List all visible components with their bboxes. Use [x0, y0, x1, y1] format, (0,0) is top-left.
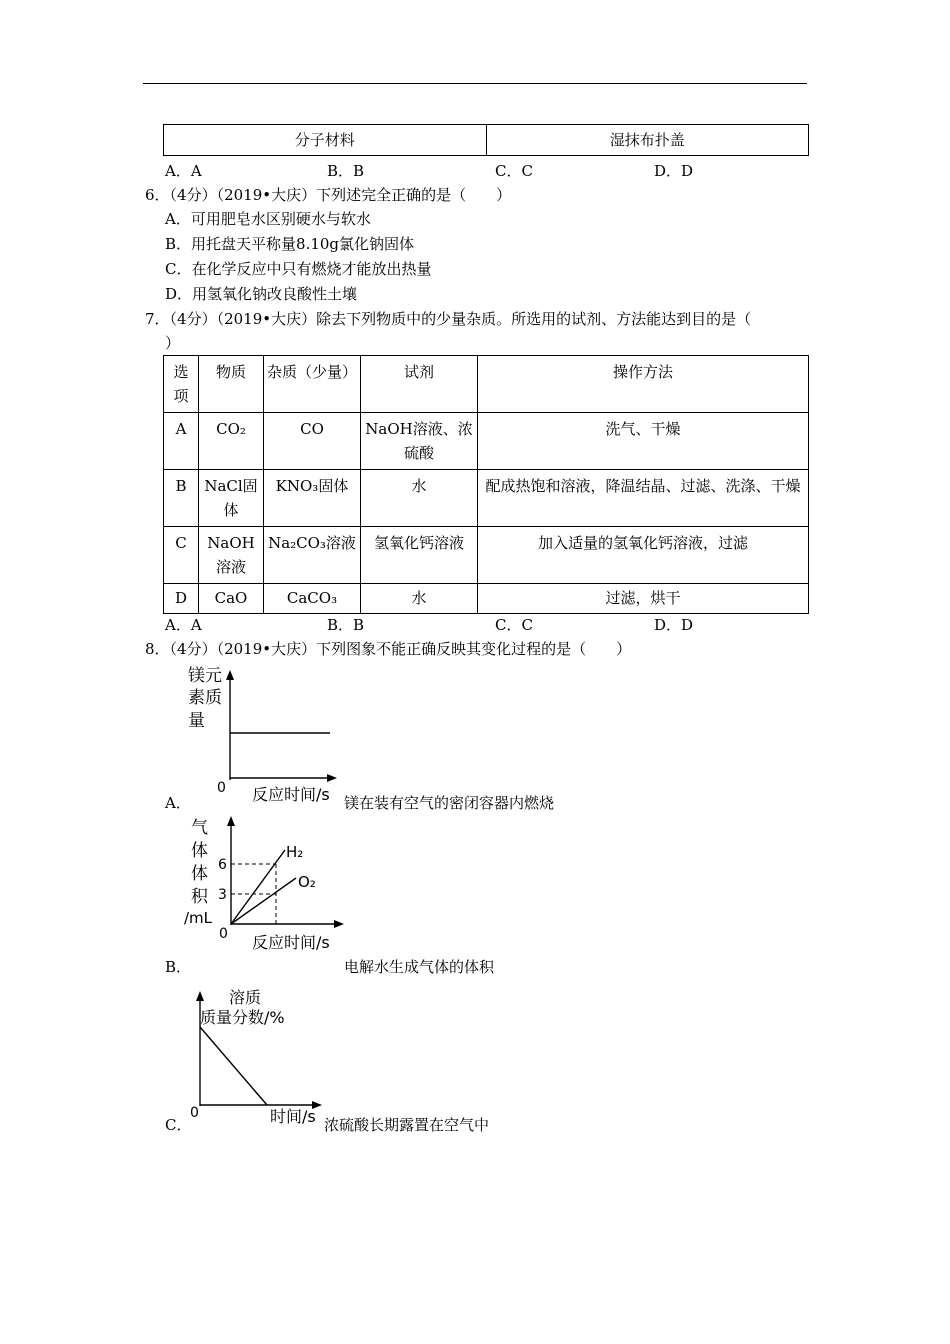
- table-cell: Na₂CO₃溶液: [264, 527, 361, 584]
- y-axis-label: 镁元: [188, 666, 222, 686]
- header-option: 选项: [164, 356, 199, 413]
- option-b: B．B: [327, 162, 365, 180]
- origin-label: 0: [190, 1105, 199, 1121]
- option-d: D．D: [654, 616, 694, 634]
- table-cell: CO: [264, 413, 361, 470]
- option-c: C．C: [495, 616, 533, 634]
- table-cell: CaCO₃: [264, 584, 361, 614]
- table-cell: A: [164, 413, 199, 470]
- q6-option-d: D．用氢氧化钠改良酸性土壤: [165, 285, 358, 303]
- x-axis-label: 反应时间/s: [252, 785, 330, 804]
- option-a: A．A: [165, 162, 202, 180]
- top-table-cell: 湿抹布扑盖: [486, 125, 809, 156]
- table-cell: CaO: [199, 584, 264, 614]
- y-axis-label: 体: [191, 864, 208, 884]
- origin-label: 0: [219, 926, 228, 942]
- table-cell: CO₂: [199, 413, 264, 470]
- q8-stem: 8．（4分）（2019•大庆）下列图象不能正确反映其变化过程的是（ ）: [145, 640, 632, 658]
- y-axis-label: 体: [191, 841, 208, 861]
- y-axis-label: 量: [188, 711, 205, 731]
- q6-option-b: B．用托盘天平称量8.10g氯化钠固体: [165, 235, 415, 253]
- top-table: [163, 124, 809, 156]
- tick-label-3: 3: [218, 887, 227, 903]
- graph-c: [180, 982, 330, 1132]
- table-cell: NaCl固体: [199, 470, 264, 527]
- top-table-cell: 分子材料: [164, 125, 487, 156]
- header-impurity: 杂质（少量）: [264, 356, 361, 413]
- q7-options: [165, 614, 765, 634]
- table-cell: 配成热饱和溶液，降温结晶、过滤、洗涤、干燥: [478, 470, 809, 527]
- header-reagent: 试剂: [361, 356, 478, 413]
- q7-stem-end: ）: [165, 334, 181, 352]
- table-cell: KNO₃固体: [264, 470, 361, 527]
- q7-stem: 7．（4分）（2019•大庆）除去下列物质中的少量杂质。所选用的试剂、方法能达到目的是（: [145, 310, 752, 328]
- table-cell: B: [164, 470, 199, 527]
- header-method: 操作方法: [478, 356, 809, 413]
- header-rule: [143, 83, 807, 84]
- table-cell: NaOH溶液、浓硫酸: [361, 413, 478, 470]
- x-axis-label: 时间/s: [270, 1107, 316, 1126]
- table-cell: 洗气、干燥: [478, 413, 809, 470]
- series-label-o2: O₂: [298, 873, 316, 891]
- option-c: C．C: [495, 162, 533, 180]
- graph-b-caption: 电解水生成气体的体积: [344, 958, 495, 976]
- y-axis-label: 溶质: [229, 988, 262, 1007]
- y-axis-label: 素质: [188, 688, 222, 708]
- table-cell: 氢氧化钙溶液: [361, 527, 478, 584]
- y-axis-label: /mL: [184, 909, 213, 927]
- table-cell: 水: [361, 584, 478, 614]
- tick-label-6: 6: [218, 857, 227, 873]
- option-d: D．D: [654, 162, 694, 180]
- y-axis-label: 质量分数/%: [200, 1008, 285, 1027]
- series-label-h2: H₂: [286, 843, 304, 861]
- table-cell: 加入适量的氢氧化钙溶液，过滤: [478, 527, 809, 584]
- q6-option-c: C．在化学反应中只有燃烧才能放出热量: [165, 260, 432, 278]
- graph-a-caption: 镁在装有空气的密闭容器内燃烧: [344, 794, 555, 812]
- option-b: B．B: [327, 616, 365, 634]
- table-cell: 过滤，烘干: [478, 584, 809, 614]
- option-a: A．A: [165, 616, 202, 634]
- graph-a: [180, 662, 360, 807]
- graph-b-option-label: B．: [165, 958, 192, 976]
- graph-c-option-label: C．: [165, 1116, 192, 1134]
- q5-options: [165, 160, 765, 180]
- y-axis-label: 气: [191, 818, 208, 838]
- q6-stem: 6．（4分）（2019•大庆）下列述完全正确的是（ ）: [145, 186, 512, 204]
- table-cell: NaOH溶液: [199, 527, 264, 584]
- origin-label: 0: [217, 780, 226, 796]
- graph-b: [180, 813, 350, 955]
- header-substance: 物质: [199, 356, 264, 413]
- table-cell: D: [164, 584, 199, 614]
- table-cell: 水: [361, 470, 478, 527]
- q6-option-a: A．可用肥皂水区别硬水与软水: [165, 210, 371, 228]
- graph-a-option-label: A．: [165, 794, 191, 812]
- x-axis-label: 反应时间/s: [252, 933, 330, 952]
- graph-c-caption: 浓硫酸长期露置在空气中: [324, 1116, 490, 1134]
- y-axis-label: 积: [191, 887, 208, 907]
- q7-table: [163, 355, 809, 614]
- table-cell: C: [164, 527, 199, 584]
